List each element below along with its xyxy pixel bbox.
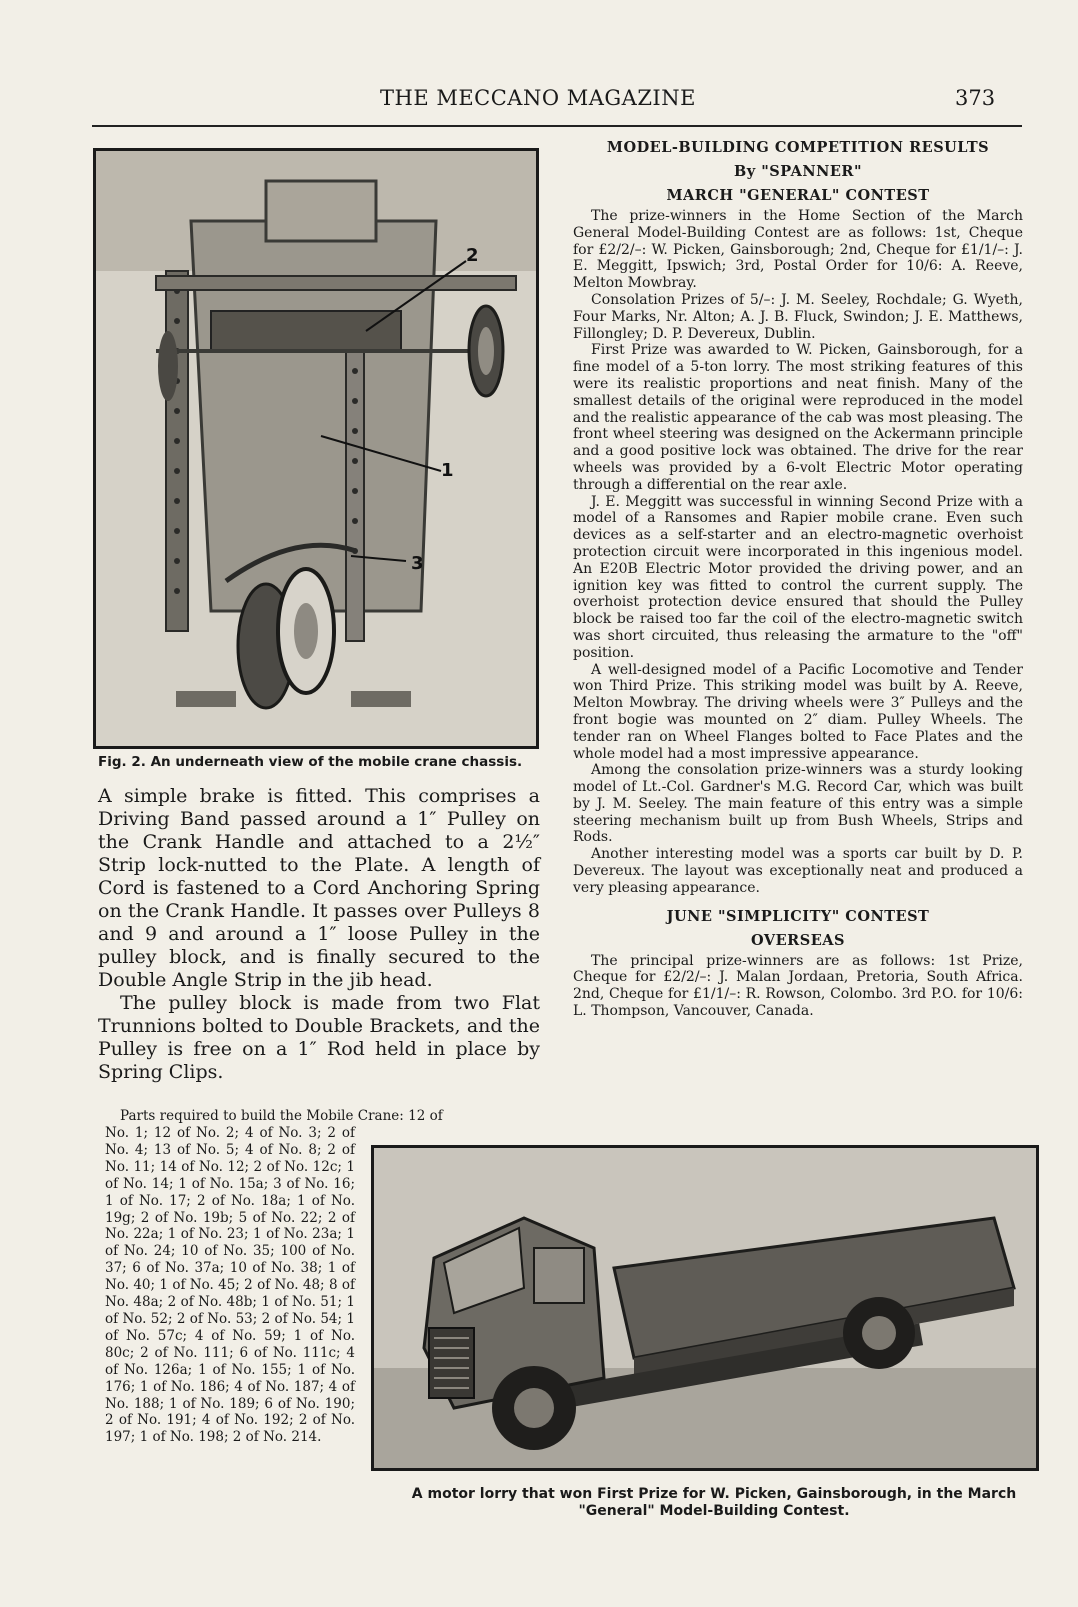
page-number: 373: [955, 86, 996, 110]
consolation-paragraph: Consolation Prizes of 5/–: J. M. Seeley, Rochdale; G. Wyeth, Four Marks, Nr. Alton; A. J. B. Fluck, Swindon; J. E. Matthews, Fillongley; D. P. Devereux, Dublin.: [573, 291, 1023, 342]
pulley-block-paragraph: The pulley block is made from two Flat Trunnions bolted to Double Brackets, and the Pulley is free on a 1″ Rod held in place by Spring Clips.: [98, 992, 540, 1083]
header-rule: [92, 125, 1022, 127]
callout-label-1: 1: [441, 460, 454, 481]
third-prize-paragraph: A well-designed model of a Pacific Locomotive and Tender won Third Prize. This striking model was built by A. Reeve, Melton Mowbray. The driving wheels were 3″ Pulleys and the front bogie was mounted on 2″ diam. Pulley Wheels. The tender ran on Wheel Flanges bolted to Face Plates and the whole model had a most impressive appearance.: [573, 661, 1023, 762]
brake-paragraph: A simple brake is fitted. This comprises a Driving Band passed around a 1″ Pulley on the Crank Handle and attached to a 2½″ Strip lock-nutted to the Plate. A length of Cord is fastened to a Cord Anchoring Spring on the Crank Handle. It passes over Pulleys 8 and 9 and around a 1″ loose Pulley in the pulley block, and is finally secured to the Double Angle Strip in the jib head.: [98, 785, 540, 991]
left-column-body: [98, 785, 540, 1084]
callout-label-2: 2: [466, 245, 479, 266]
mg-record-car-paragraph: Among the consolation prize-winners was a sturdy looking model of Lt.-Col. Gardner's M.G. Record Car, which was built by J. M. Seeley. The main feature of this entry was a simple steering mechanism built up from Bush Wheels, Strips and Rods.: [573, 762, 1023, 846]
crane-chassis-illustration: [96, 151, 536, 746]
byline: By "SPANNER": [733, 163, 863, 180]
magazine-title: THE MECCANO MAGAZINE: [380, 86, 696, 110]
competition-results-heading: MODEL-BUILDING COMPETITION RESULTS: [606, 139, 990, 156]
motor-lorry-illustration: [374, 1148, 1036, 1468]
callout-label-3: 3: [411, 553, 424, 574]
prize-winners-paragraph: The prize-winners in the Home Section of the March General Model-Building Contest are as follows: 1st, Cheque for £2/2/–: W. Picken, Gainsborough; 2nd, Cheque for £1/1/–: J. E. Meggitt, Ipswich; 3rd, Postal Order for 10/6: A. Reeve, Melton Mowbray.: [573, 208, 1023, 292]
june-contest-heading: JUNE "SIMPLICITY" CONTEST: [666, 907, 930, 925]
parts-intro: Parts required to build the Mobile Crane: 12 of: [120, 1108, 443, 1124]
parts-list: No. 1; 12 of No. 2; 4 of No. 3; 2 of No. 4; 13 of No. 5; 4 of No. 8; 2 of No. 11; 14 of No. 12; 2 of No. 12c; 1 of No. 14; 1 of No. 15a; 3 of No. 16; 1 of No. 17; 2 of No. 18a; 1 of No. 19g; 2 of No. 19b; 5 of No. 22; 2 of No. 22a; 1 of No. 23; 1 of No. 23a; 1 of No. 24; 10 of No. 35; 100 of No. 37; 6 of No. 37a; 10 of No. 38; 1 of No. 40; 1 of No. 45; 2 of No. 48; 8 of No. 48a; 2 of No. 48b; 1 of No. 51; 1 of No. 52; 2 of No. 53; 2 of No. 54; 1 of No. 57c; 4 of No. 59; 1 of No. 80c; 2 of No. 111; 6 of No. 111c; 4 of No. 126a; 1 of No. 155; 1 of No. 176; 1 of No. 186; 4 of No. 187; 4 of No. 188; 1 of No. 189; 6 of No. 190; 2 of No. 191; 4 of No. 192; 2 of No. 197; 1 of No. 198; 2 of No. 214.: [105, 1125, 355, 1446]
lorry-caption: A motor lorry that won First Prize for W. Picken, Gainsborough, in the March "General" Model-Building Contest.: [411, 1486, 1017, 1519]
first-prize-paragraph: First Prize was awarded to W. Picken, Gainsborough, for a fine model of a 5-ton lorry. The most striking features of this were its realistic proportions and neat finish. Many of the smallest details of the original were reproduced in the model and the realistic appearance of the cab was most pleasing. The front wheel steering was designed on the Ackermann principle and a good positive lock was obtained. The drive for the rear wheels was provided by a 6-volt Electric Motor operating through a differential on the rear axle.: [573, 342, 1023, 493]
sports-car-paragraph: Another interesting model was a sports car built by D. P. Devereux. The layout was exceptionally neat and produced a very pleasing appearance.: [573, 846, 1023, 896]
motor-lorry-photo: [371, 1145, 1039, 1471]
second-prize-paragraph: J. E. Meggitt was successful in winning Second Prize with a model of a Ransomes and Rapier mobile crane. Even such devices as a self-starter and an electro-magnetic overhoist protection circuit were incorporated in this ingenious model. An E20B Electric Motor provided the driving power, and an ignition key was fitted to control the current supply. The overhoist protection device ensured that should the Pulley block be raised too far the coil of the electro-magnetic switch was short circuited, thus releasing the armature to the "off" position.: [573, 493, 1023, 661]
crane-chassis-photo: [93, 148, 539, 749]
right-column: [573, 136, 1023, 1020]
overseas-winners-paragraph: The principal prize-winners are as follows: 1st Prize, Cheque for £2/2/–: J. Malan Jordaan, Pretoria, South Africa. 2nd, Cheque for £1/1/–: R. Rowson, Colombo. 3rd P.O. for 10/6: L. Thompson, Vancouver, Canada.: [573, 952, 1023, 1020]
march-contest-heading: MARCH "GENERAL" CONTEST: [666, 187, 930, 204]
figure-caption: Fig. 2. An underneath view of the mobile crane chassis.: [98, 754, 523, 770]
overseas-heading: OVERSEAS: [751, 931, 845, 949]
